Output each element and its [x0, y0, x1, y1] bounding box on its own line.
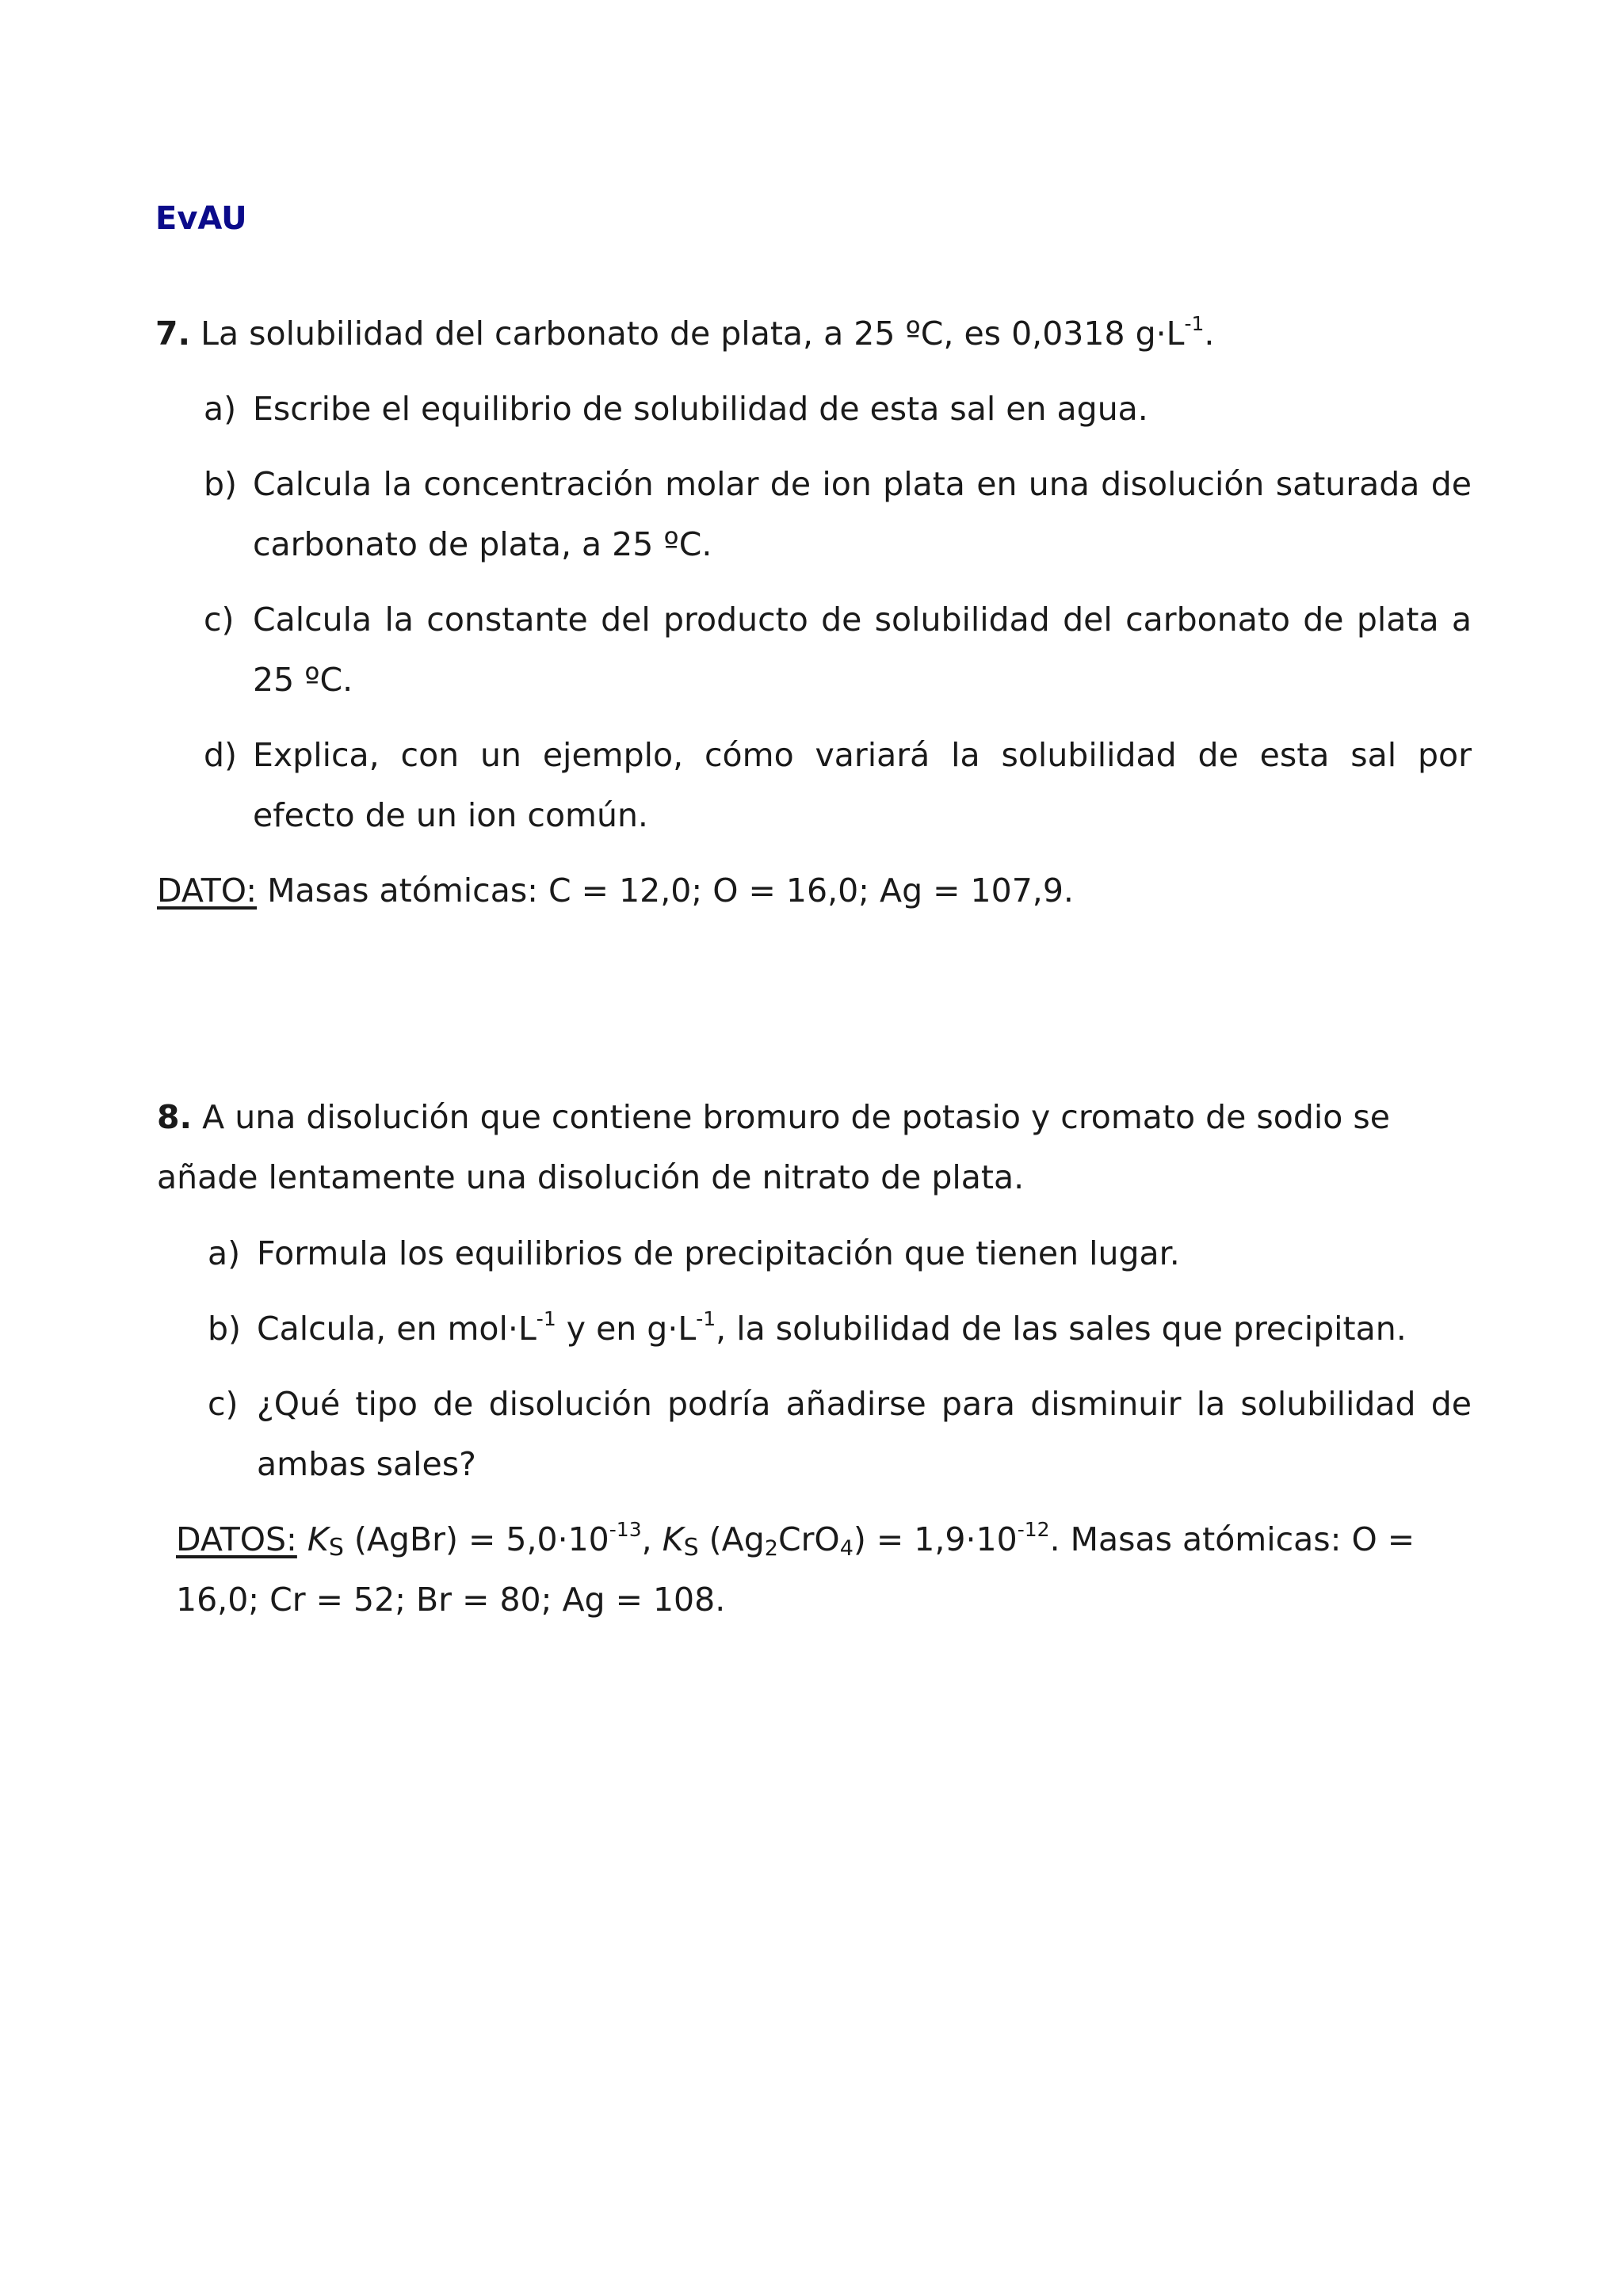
ks-ag2cro4-text: CrO [777, 1520, 840, 1558]
item-text-line1: Calcula la concentración molar de ion plata en una disolución saturada de [253, 465, 1472, 503]
question-8-item-b [208, 1299, 1472, 1359]
exponent: -12 [1017, 1518, 1050, 1541]
item-label: b) [208, 1310, 242, 1348]
ks-symbol: K [662, 1520, 684, 1558]
question-7-stem-exponent: -1 [1184, 312, 1205, 335]
question-7 [155, 303, 1471, 364]
ks-symbol: K [307, 1520, 329, 1558]
question-7-item-c [204, 589, 1472, 699]
item-text-part2: y en g·L [556, 1310, 697, 1348]
item-label: a) [204, 390, 237, 428]
question-7-stem-period: . [1204, 315, 1215, 353]
item-text-part1: Calcula, en mol·L [257, 1310, 537, 1348]
question-7-data [157, 860, 1472, 921]
question-8-item-a [208, 1223, 1472, 1283]
question-7-item-a [204, 379, 1472, 439]
separator: , [641, 1520, 663, 1558]
question-8-number: 8. [157, 1098, 193, 1136]
question-8-data-line2: 16,0; Cr = 52; Br = 80; Ag = 108. [176, 1581, 726, 1619]
ks-subscript: S [683, 1534, 699, 1562]
question-8-stem-line2: añade lentamente una disolución de nitrato de plata. [157, 1158, 1025, 1196]
data-label: DATOS: [176, 1520, 297, 1558]
item-text-line1: Calcula la constante del producto de solubilidad del carbonato de plata a [253, 601, 1472, 639]
item-label: b) [204, 465, 238, 503]
question-7-item-d [204, 725, 1472, 834]
item-text: Escribe el equilibrio de solubilidad de esta sal en agua. [253, 390, 1148, 428]
question-7-stem [155, 303, 1471, 364]
item-text-line2: ambas sales? [257, 1445, 476, 1483]
ks-ag2cro4-text: (Ag [698, 1520, 765, 1558]
question-7-stem-text: La solubilidad del carbonato de plata, a 25 ºC, es 0,0318 g·L [200, 315, 1185, 353]
item-label: a) [208, 1234, 241, 1272]
question-7-number: 7. [155, 315, 191, 353]
exam-header: EvAU [155, 200, 247, 237]
ks-subscript: S [328, 1534, 344, 1562]
data-text: Masas atómicas: C = 12,0; O = 16,0; Ag = 107,9. [257, 871, 1074, 910]
question-7-item-b [204, 454, 1472, 563]
item-text-line1: ¿Qué tipo de disolución podría añadirse para disminuir la solubilidad de [257, 1385, 1472, 1423]
ks-ag2cro4-text: ) = 1,9·10 [853, 1520, 1018, 1558]
data-label: DATO: [157, 871, 258, 910]
item-text-part3: , la solubilidad de las sales que precipitan. [716, 1310, 1407, 1348]
question-8-data [176, 1509, 1472, 1630]
data-tail: . Masas atómicas: O = [1049, 1520, 1415, 1558]
ks-agbr-text: (AgBr) = 5,0·10 [343, 1520, 609, 1558]
item-text-line2: 25 ºC. [253, 661, 353, 699]
question-8-stem-line1 [157, 1087, 1472, 1147]
exponent: -1 [696, 1307, 716, 1330]
item-text-line2: carbonato de plata, a 25 ºC. [253, 525, 712, 563]
item-text-line1: Explica, con un ejemplo, cómo variará la solubilidad de esta sal por [253, 736, 1472, 774]
item-label: c) [204, 601, 235, 639]
exponent: -1 [536, 1307, 556, 1330]
exponent: -13 [609, 1518, 642, 1541]
item-label: d) [204, 736, 238, 774]
question-8-stem-text: A una disolución que contiene bromuro de potasio y cromato de sodio se [202, 1098, 1390, 1136]
question-8 [157, 1087, 1472, 1207]
item-text-line2: efecto de un ion común. [253, 796, 648, 834]
subscript: 2 [764, 1536, 778, 1561]
question-8-data-line1 [176, 1509, 1472, 1569]
item-text: Formula los equilibrios de precipitación que tienen lugar. [257, 1234, 1180, 1272]
item-label: c) [208, 1385, 239, 1423]
subscript: 4 [839, 1536, 854, 1561]
question-8-item-c [208, 1374, 1472, 1483]
item-text [257, 1299, 1407, 1359]
